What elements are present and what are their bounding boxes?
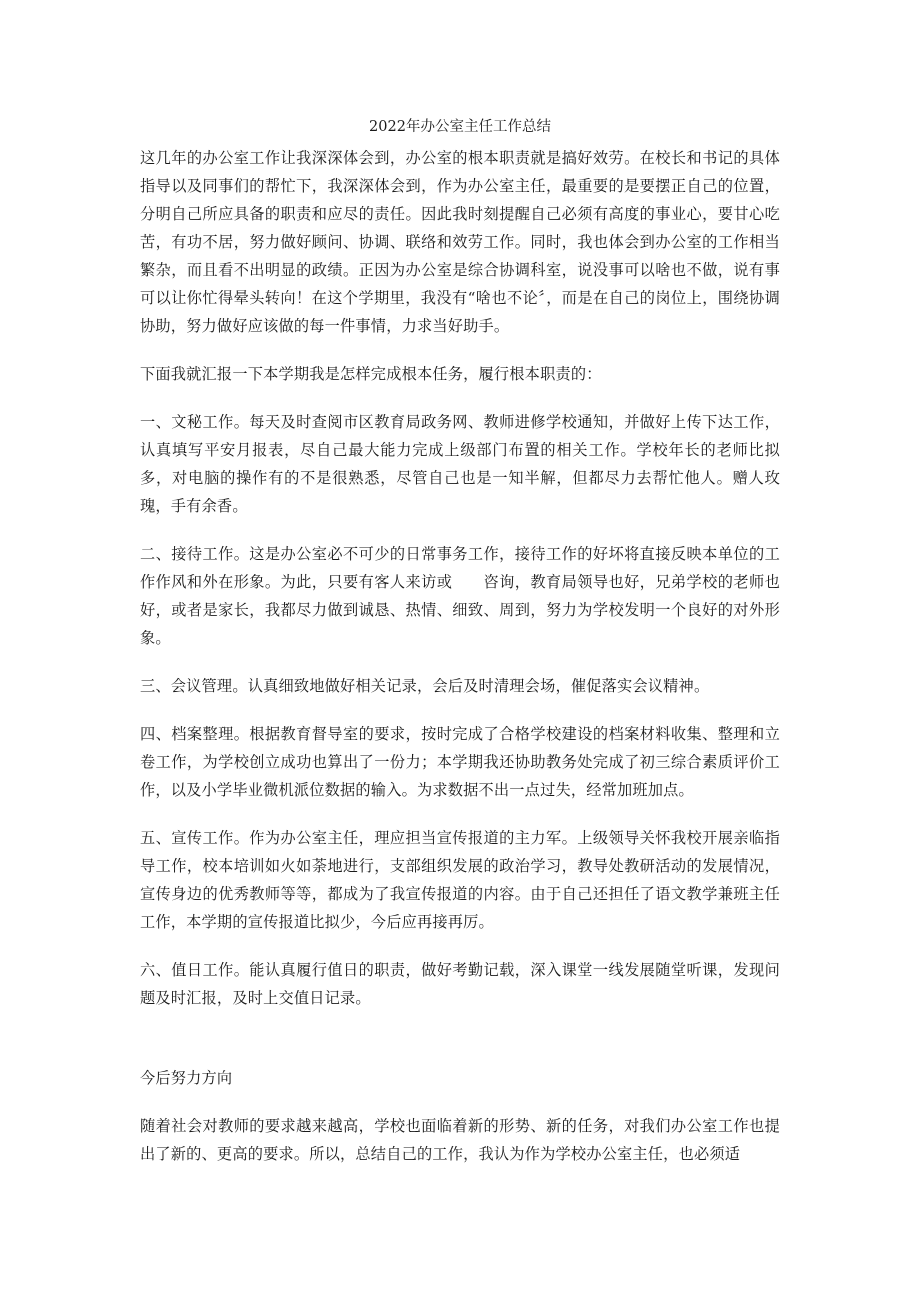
paragraph-publicity-work: 五、宣传工作。作为办公室主任，理应担当宣传报道的主力军。上级领导关怀我校开展亲临指导工作，校本培训如火如荼地进行，支部组织发展的政治学习，教导处教研活动的发展情况，宣传身边的优秀教师等等，都成为了我宣传报道的内容。由于自己还担任了语文教学兼班主任工作，本学期的宣传报道比拟少，今后应再接再厉。: [140, 829, 780, 931]
section-heading-future-direction: 今后努力方向: [140, 1069, 233, 1087]
document-body: [140, 144, 780, 1188]
paragraph-future-direction: 随着社会对教师的要求越来越高，学校也面临着新的形势、新的任务，对我们办公室工作也提出了新的、更高的要求。所以，总结自己的工作，我认为作为学校办公室主任，也必须适: [140, 1117, 780, 1163]
paragraph-duty-work: 六、值日工作。能认真履行值日的职责，做好考勤记载，深入课堂一线发展随堂听课，发现问题及时汇报，及时上交值日记录。: [140, 961, 780, 1007]
paragraph-meeting-management: 三、会议管理。认真细致地做好相关记录，会后及时清理会场，催促落实会议精神。: [140, 677, 710, 695]
document-title: 2022年办公室主任工作总结: [369, 119, 551, 135]
paragraph-archive-work: 四、档案整理。根据教育督导室的要求，按时完成了合格学校建设的档案材料收集、整理和立卷工作，为学校创立成功也算出了一份力；本学期我还协助教务处完成了初三综合素质评价工作，以及小学毕业微机派位数据的输入。为求数据不出一点过失，经常加班加点。: [140, 725, 780, 799]
paragraph-secretarial-work: 一、文秘工作。每天及时查阅市区教育局政务网、教师进修学校通知，并做好上传下达工作，认真填写平安月报表，尽自己最大能力完成上级部门布置的相关工作。学校年长的老师比拟多，对电脑的操作有的不是很熟悉，尽管自己也是一知半解，但都尽力去帮忙他人。赠人玫瑰，手有余香。: [140, 413, 780, 515]
paragraph-intro: 这几年的办公室工作让我深深体会到，办公室的根本职责就是搞好效劳。在校长和书记的具体指导以及同事们的帮忙下，我深深体会到，作为办公室主任，最重要的是要摆正自己的位置，分明自己所应具备的职责和应尽的责任。因此我时刻提醒自己必须有高度的事业心，要甘心吃苦，有功不居，努力做好顾问、协调、联络和效劳工作。同时，我也体会到办公室的工作相当繁杂，而且看不出明显的政绩。正因为办公室是综合协调科室，说没事可以啥也不做，说有事可以让你忙得晕头转向！在这个学期里，我没有“啥也不论〞，而是在自己的岗位上，围绕协调协助，努力做好应该做的每一件事情，力求当好助手。: [140, 149, 780, 335]
paragraph-reception-work: 二、接待工作。这是办公室必不可少的日常事务工作，接待工作的好坏将直接反映本单位的工作作风和外在形象。为此，只要有客人来访或 咨询，教育局领导也好，兄弟学校的老师也好，或者是家长，我都尽力做到诚恳、热情、细致、周到，努力为学校发明一个良好的对外形象。: [140, 545, 780, 647]
paragraph-report-lead: 下面我就汇报一下本学期我是怎样完成根本任务，履行根本职责的：: [140, 365, 602, 383]
